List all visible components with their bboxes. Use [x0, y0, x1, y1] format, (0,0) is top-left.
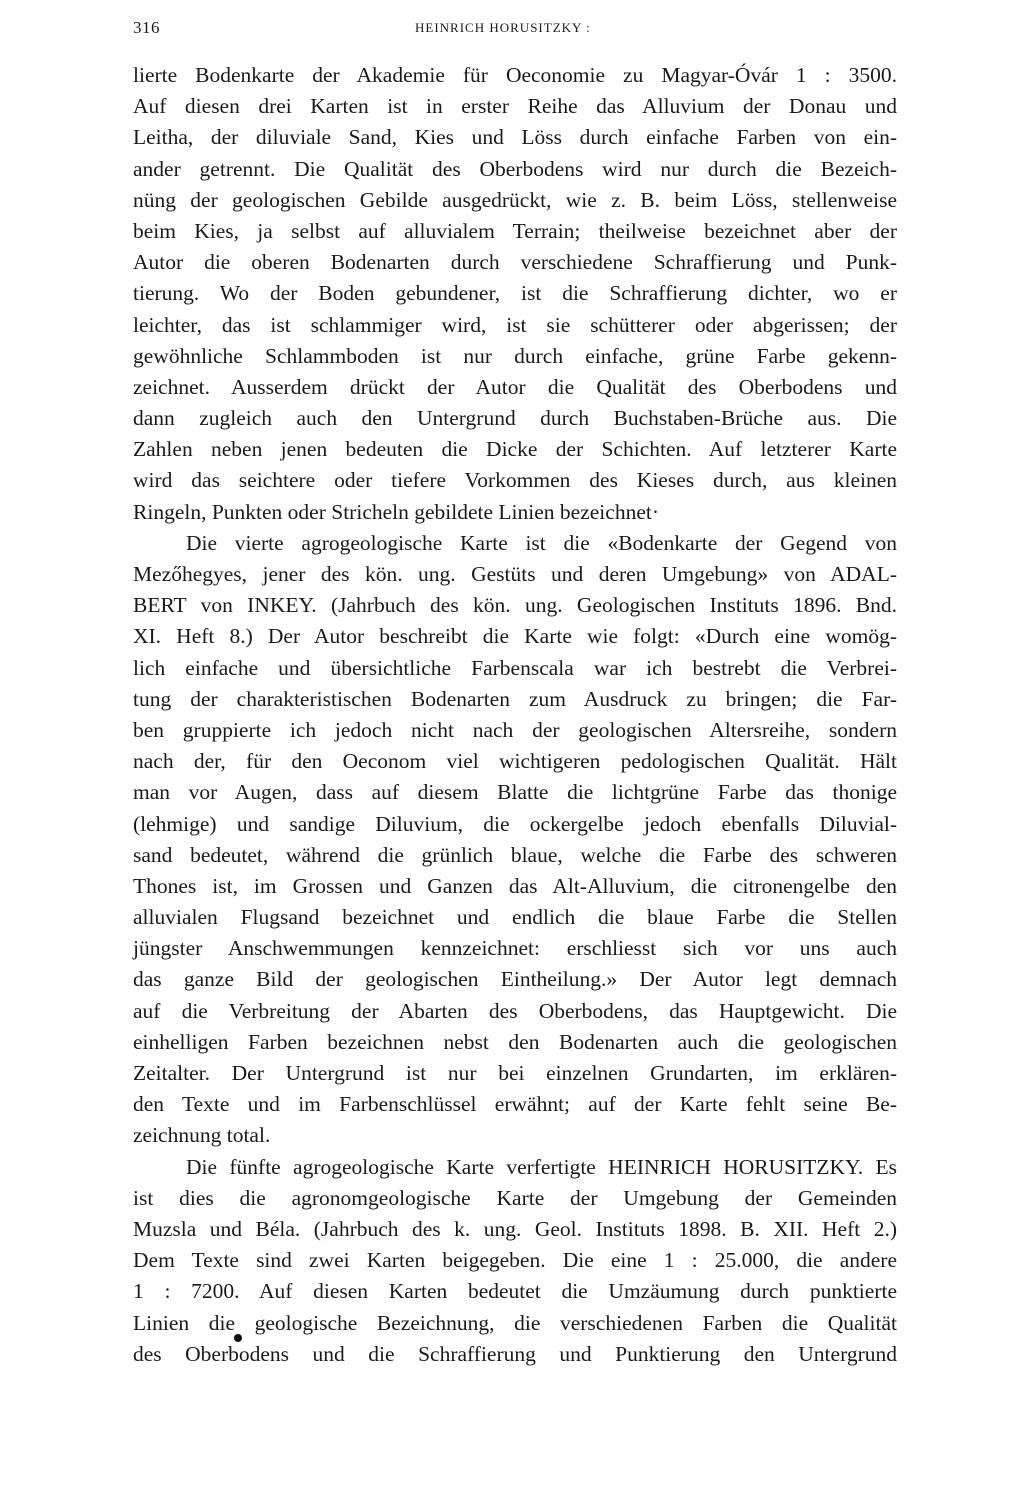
running-head: HEINRICH HORUSITZKY :: [415, 20, 591, 35]
text-line: man vor Augen, dass auf diesem Blatte die lichtgrüne Farbe das thonige: [133, 780, 897, 805]
page-number: 316: [133, 18, 160, 37]
text-line: das ganze Bild der geologischen Eintheilung.» Der Autor legt demnach: [133, 967, 897, 992]
text-line: auf die Verbreitung der Abarten des Oberbodens, das Hauptgewicht. Die: [133, 998, 897, 1023]
text-line: den Texte und im Farbenschlüssel erwähnt; auf der Karte fehlt seine Be-: [133, 1092, 897, 1117]
page-header: [133, 18, 893, 42]
text-line: alluvialen Flugsand bezeichnet und endlich die blaue Farbe die Stellen: [133, 905, 897, 930]
text-line: zeichnung total.: [133, 1123, 271, 1148]
text-line: Dem Texte sind zwei Karten beigegeben. Die eine 1 : 25.000, die andere: [133, 1248, 897, 1273]
text-line: sand bedeutet, während die grünlich blaue, welche die Farbe des schweren: [133, 842, 897, 867]
text-line: jüngster Anschwemmungen kennzeichnet: erschliesst sich vor uns auch: [133, 936, 897, 961]
text-line: 1 : 7200. Auf diesen Karten bedeutet die Umzäumung durch punktierte: [133, 1279, 897, 1304]
text-line: XI. Heft 8.) Der Autor beschreibt die Karte wie folgt: «Durch eine womög-: [133, 624, 897, 649]
text-line: wird das seichtere oder tiefere Vorkommen des Kieses durch, aus kleinen: [133, 468, 897, 493]
text-line: Zahlen neben jenen bedeuten die Dicke der Schichten. Auf letzterer Karte: [133, 437, 897, 462]
text-line: beim Kies, ja selbst auf alluvialem Terrain; theilweise bezeichnet aber der: [133, 218, 897, 243]
text-line: Leitha, der diluviale Sand, Kies und Löss durch einfache Farben von ein-: [133, 125, 897, 150]
text-line: leichter, das ist schlammiger wird, ist sie schütterer oder abgerissen; der: [133, 312, 897, 337]
text-line: Zeitalter. Der Untergrund ist nur bei einzelnen Grundarten, im erklären-: [133, 1061, 897, 1085]
text-line: tung der charakteristischen Bodenarten zum Ausdruck zu bringen; die Far-: [133, 686, 897, 711]
text-line: nach der, für den Oeconom viel wichtigeren pedologischen Qualität. Hält: [133, 749, 897, 774]
text-line: Auf diesen drei Karten ist in erster Reihe das Alluvium der Donau und: [133, 94, 897, 119]
text-line: (lehmige) und sandige Diluvium, die ockergelbe jedoch ebenfalls Diluvial-: [133, 811, 897, 836]
text-line: Ringeln, Punkten oder Stricheln gebildete Linien bezeichnet·: [133, 499, 659, 524]
text-line: ist dies die agronomgeologische Karte der Umgebung der Gemeinden: [133, 1185, 897, 1210]
body-text: [133, 60, 897, 1370]
text-line: gewöhnliche Schlammboden ist nur durch einfache, grüne Farbe gekenn-: [133, 343, 897, 368]
text-line: zeichnet. Ausserdem drückt der Autor die Qualität des Oberbodens und: [133, 374, 897, 399]
text-line: BERT von INKEY. (Jahrbuch des kön. ung. Geologischen Instituts 1896. Bnd.: [133, 593, 897, 618]
text-line: Thones ist, im Grossen und Ganzen das Alt-Alluvium, die citronengelbe den: [133, 873, 897, 898]
dot-mark: [234, 1334, 242, 1342]
text-line: nüng der geologischen Gebilde ausgedrückt, wie z. B. beim Löss, stellenweise: [133, 187, 897, 212]
paragraph-start-line: Die fünfte agrogeologische Karte verfertigte HEINRICH HORUSITZKY. Es: [186, 1154, 897, 1179]
text-line: Muzsla und Béla. (Jahrbuch des k. ung. Geol. Instituts 1898. B. XII. Heft 2.): [133, 1216, 897, 1241]
text-line: ben gruppierte ich jedoch nicht nach der geologischen Altersreihe, sondern: [133, 717, 897, 742]
text-line: Linien die geologische Bezeichnung, die verschiedenen Farben die Qualität: [133, 1310, 897, 1335]
text-line: lich einfache und übersichtliche Farbenscala war ich bestrebt die Verbrei-: [133, 655, 897, 680]
text-line: ander getrennt. Die Qualität des Oberbodens wird nur durch die Bezeich-: [133, 156, 897, 181]
text-line: einhelligen Farben bezeichnen nebst den Bodenarten auch die geologischen: [133, 1029, 897, 1054]
text-line: des Oberbodens und die Schraffierung und Punktierung den Untergrund: [133, 1341, 897, 1366]
text-line: Autor die oberen Bodenarten durch verschiedene Schraffierung und Punk-: [133, 250, 897, 275]
text-line: lierte Bodenkarte der Akademie für Oeconomie zu Magyar-Óvár 1 : 3500.: [133, 63, 897, 87]
text-line: dann zugleich auch den Untergrund durch Buchstaben-Brüche aus. Die: [133, 406, 897, 431]
text-line: Mezőhegyes, jener des kön. ung. Gestüts und deren Umgebung» von ADAL-: [133, 562, 897, 586]
text-line: tierung. Wo der Boden gebundener, ist die Schraffierung dichter, wo er: [133, 281, 897, 306]
paragraph-start-line: Die vierte agrogeologische Karte ist die «Bodenkarte der Gegend von: [186, 530, 897, 555]
